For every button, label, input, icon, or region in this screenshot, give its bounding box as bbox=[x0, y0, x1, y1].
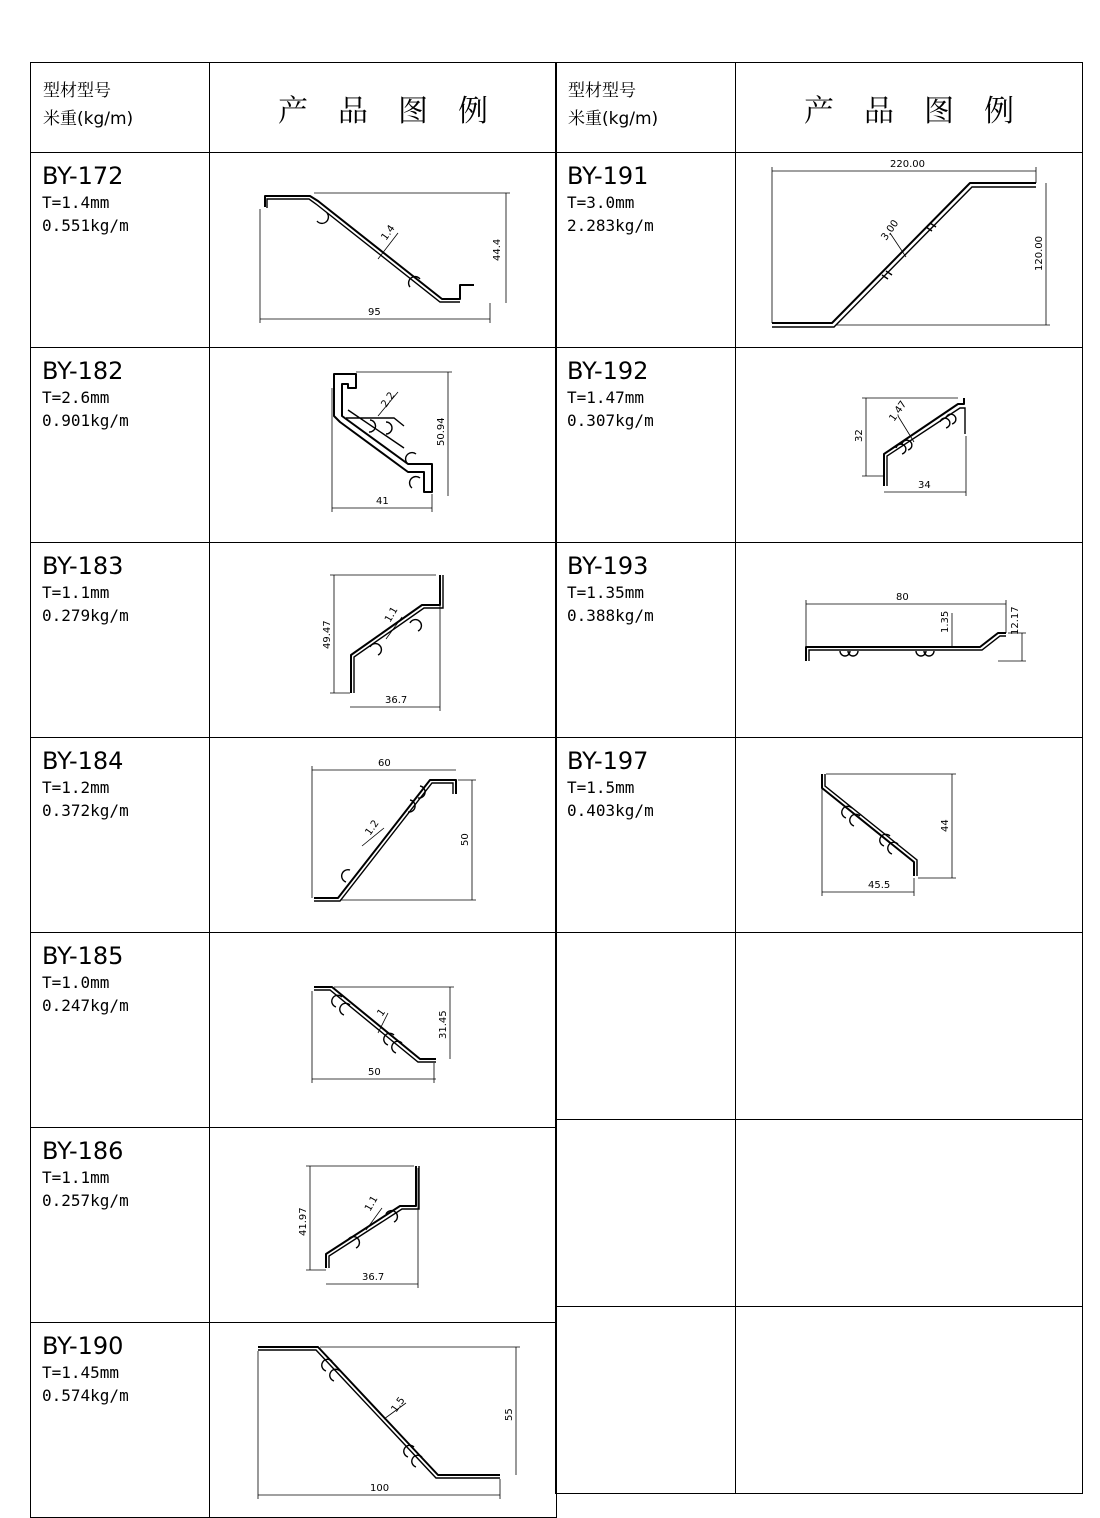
profile-info bbox=[31, 1323, 210, 1518]
profile-drawing bbox=[210, 153, 557, 348]
profile-code: BY-183 bbox=[42, 552, 124, 580]
height-label: 41.97 bbox=[298, 1207, 309, 1236]
profile-outline bbox=[267, 199, 460, 302]
profile-weight: 0.247kg/m bbox=[42, 996, 129, 1015]
width-label: 80 bbox=[896, 592, 909, 603]
profile-outline bbox=[351, 575, 440, 693]
height-label: 12.17 bbox=[1010, 606, 1021, 635]
profile-weight: 0.901kg/m bbox=[42, 411, 129, 430]
profile-thickness: T=1.1mm bbox=[42, 583, 110, 602]
profile-drawing bbox=[736, 543, 1083, 738]
profile-weight: 0.574kg/m bbox=[42, 1386, 129, 1405]
profile-weight: 0.551kg/m bbox=[42, 216, 129, 235]
hook-detail bbox=[840, 651, 934, 656]
header-illustration-label: 产品图例 bbox=[210, 63, 557, 153]
width-label: 45.5 bbox=[868, 880, 891, 891]
profile-thickness: T=1.47mm bbox=[567, 388, 645, 407]
profile-thickness: T=2.6mm bbox=[42, 388, 110, 407]
thickness-label: 2.2 bbox=[379, 390, 398, 410]
width-label: 34 bbox=[918, 480, 931, 491]
hook-detail bbox=[842, 806, 898, 854]
profile-drawing-svg bbox=[210, 543, 556, 729]
profile-weight: 0.372kg/m bbox=[42, 801, 129, 820]
hook-detail bbox=[896, 414, 956, 454]
profile-outline bbox=[326, 1166, 416, 1268]
profile-drawing-svg bbox=[210, 738, 556, 924]
profile-code: BY-192 bbox=[567, 357, 649, 385]
profile-info bbox=[31, 543, 210, 738]
height-label: 55 bbox=[504, 1408, 515, 1421]
profile-drawing bbox=[736, 153, 1083, 348]
profile-info bbox=[31, 738, 210, 933]
profile-code: BY-191 bbox=[567, 162, 649, 190]
height-label: 50.94 bbox=[436, 417, 447, 446]
profile-weight: 0.257kg/m bbox=[42, 1191, 129, 1210]
profile-code: BY-193 bbox=[567, 552, 649, 580]
profile-info bbox=[31, 153, 210, 348]
table-row bbox=[31, 348, 557, 543]
empty-cell bbox=[736, 1307, 1083, 1494]
profile-drawing-svg bbox=[736, 153, 1082, 339]
profile-info bbox=[556, 738, 736, 933]
profile-weight: 0.403kg/m bbox=[567, 801, 654, 820]
hook-detail bbox=[332, 995, 402, 1053]
profile-drawing bbox=[736, 738, 1083, 933]
profile-thickness: T=1.4mm bbox=[42, 193, 110, 212]
profile-code: BY-184 bbox=[42, 747, 124, 775]
profile-drawing-svg bbox=[210, 933, 556, 1119]
thickness-label: 1 bbox=[375, 1007, 389, 1019]
thickness-label: 1.1 bbox=[363, 1194, 381, 1214]
profile-thickness: T=1.2mm bbox=[42, 778, 110, 797]
profile-weight: 2.283kg/m bbox=[567, 216, 654, 235]
profile-thickness: T=1.5mm bbox=[567, 778, 635, 797]
width-label: 60 bbox=[378, 758, 391, 769]
profile-outline bbox=[772, 187, 1036, 327]
table-row bbox=[556, 153, 1083, 348]
table-row-empty bbox=[556, 933, 1083, 1120]
profile-outline bbox=[809, 636, 1006, 661]
table-row bbox=[556, 543, 1083, 738]
profile-outline bbox=[354, 575, 443, 693]
profile-drawing bbox=[210, 543, 557, 738]
profile-outline bbox=[772, 183, 1036, 323]
hook-detail bbox=[317, 213, 328, 223]
table-row bbox=[31, 738, 557, 933]
profile-table-right bbox=[555, 62, 1083, 1494]
width-label: 41 bbox=[376, 496, 389, 507]
profile-outline bbox=[265, 196, 474, 299]
table-row-empty bbox=[556, 1120, 1083, 1307]
profile-thickness: T=1.1mm bbox=[42, 1168, 110, 1187]
header-weight-label: 米重(kg/m) bbox=[568, 109, 659, 129]
thickness-label: 1.5 bbox=[389, 1395, 408, 1415]
table-row bbox=[31, 543, 557, 738]
profile-drawing-svg bbox=[736, 348, 1082, 534]
empty-cell bbox=[556, 1307, 736, 1494]
header-weight-label: 米重(kg/m) bbox=[43, 109, 134, 129]
profile-info bbox=[31, 933, 210, 1128]
thickness-label: 1.2 bbox=[363, 818, 382, 838]
profile-weight: 0.388kg/m bbox=[567, 606, 654, 625]
height-label: 44 bbox=[940, 819, 951, 832]
table-row bbox=[31, 153, 557, 348]
width-label: 95 bbox=[368, 307, 381, 318]
empty-cell bbox=[556, 1120, 736, 1307]
profile-info bbox=[556, 543, 736, 738]
height-label: 32 bbox=[854, 429, 865, 442]
profile-drawing bbox=[210, 1128, 557, 1323]
width-label: 36.7 bbox=[385, 695, 408, 706]
table-row bbox=[31, 1128, 557, 1323]
profile-info bbox=[556, 153, 736, 348]
thickness-label: 1.47 bbox=[887, 399, 910, 424]
profile-drawing bbox=[210, 933, 557, 1128]
table-row bbox=[556, 738, 1083, 933]
profile-table-left bbox=[30, 62, 557, 1518]
table-row-empty bbox=[556, 1307, 1083, 1494]
table-row bbox=[31, 933, 557, 1128]
thickness-label: 1.4 bbox=[379, 223, 398, 243]
header-illustration-label: 产品图例 bbox=[736, 63, 1083, 153]
height-label: 44.4 bbox=[492, 238, 503, 261]
header-model-label: 型材型号 bbox=[568, 81, 636, 101]
profile-info bbox=[31, 348, 210, 543]
table-row bbox=[31, 1323, 557, 1518]
profile-thickness: T=1.45mm bbox=[42, 1363, 120, 1382]
thickness-label: 3.00 bbox=[879, 218, 902, 243]
profile-weight: 0.307kg/m bbox=[567, 411, 654, 430]
profile-outline bbox=[329, 1166, 419, 1268]
height-label: 120.00 bbox=[1034, 236, 1045, 271]
profile-code: BY-186 bbox=[42, 1137, 124, 1165]
empty-cell bbox=[556, 933, 736, 1120]
height-label: 49.47 bbox=[322, 620, 333, 649]
hook-detail bbox=[406, 453, 420, 488]
profile-outline bbox=[258, 1350, 500, 1478]
profile-info bbox=[556, 348, 736, 543]
height-label: 50 bbox=[460, 833, 471, 846]
header-model-cell bbox=[31, 63, 210, 153]
profile-outline bbox=[806, 633, 1006, 661]
profile-drawing-svg bbox=[210, 1128, 556, 1314]
profile-drawing-svg bbox=[736, 543, 1082, 729]
table-row bbox=[556, 348, 1083, 543]
profile-outline bbox=[314, 780, 456, 898]
profile-drawing-svg bbox=[210, 348, 556, 534]
profile-drawing bbox=[736, 348, 1083, 543]
profile-thickness: T=3.0mm bbox=[567, 193, 635, 212]
width-label: 100 bbox=[370, 1483, 390, 1494]
profile-code: BY-182 bbox=[42, 357, 124, 385]
thickness-label: 1.35 bbox=[940, 610, 951, 633]
profile-code: BY-185 bbox=[42, 942, 124, 970]
profile-drawing bbox=[210, 738, 557, 933]
profile-drawing bbox=[210, 348, 557, 543]
profile-outline bbox=[825, 774, 917, 876]
empty-cell bbox=[736, 933, 1083, 1120]
empty-cell bbox=[736, 1120, 1083, 1307]
profile-info bbox=[31, 1128, 210, 1323]
header-model-cell bbox=[556, 63, 736, 153]
profile-drawing-svg bbox=[736, 738, 1082, 924]
profile-outline bbox=[258, 1347, 500, 1475]
profile-drawing-svg bbox=[210, 153, 556, 339]
width-label: 50 bbox=[368, 1067, 381, 1078]
profile-code: BY-172 bbox=[42, 162, 124, 190]
width-label: 36.7 bbox=[362, 1272, 385, 1283]
hook-detail bbox=[342, 786, 425, 882]
profile-outline bbox=[314, 783, 453, 901]
profile-drawing-svg bbox=[210, 1323, 556, 1509]
thickness-label: 1.1 bbox=[383, 605, 401, 625]
hook-detail bbox=[322, 1359, 422, 1467]
profile-drawing bbox=[210, 1323, 557, 1518]
height-label: 31.45 bbox=[438, 1010, 449, 1039]
width-label: 220.00 bbox=[890, 159, 925, 170]
profile-thickness: T=1.35mm bbox=[567, 583, 645, 602]
profile-weight: 0.279kg/m bbox=[42, 606, 129, 625]
profile-outline bbox=[822, 774, 914, 876]
profile-code: BY-197 bbox=[567, 747, 649, 775]
header-model-label: 型材型号 bbox=[43, 81, 111, 101]
profile-thickness: T=1.0mm bbox=[42, 973, 110, 992]
profile-code: BY-190 bbox=[42, 1332, 124, 1360]
